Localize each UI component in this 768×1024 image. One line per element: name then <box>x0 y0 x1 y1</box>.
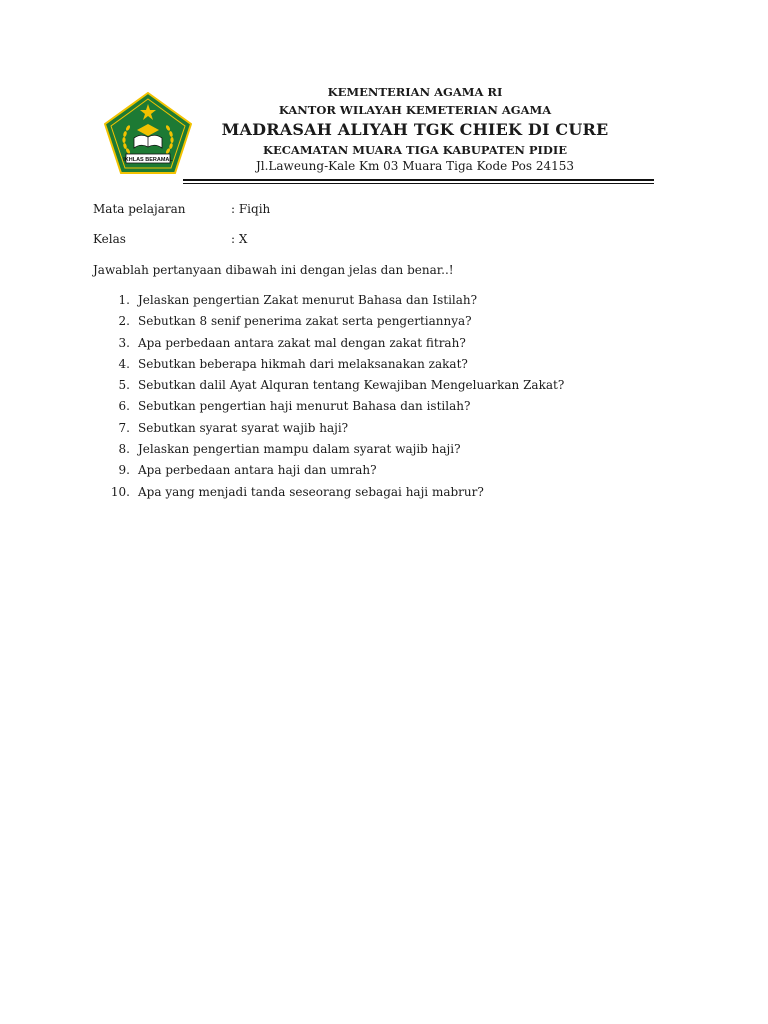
question-number: 2. <box>118 314 130 329</box>
question-text: Sebutkan dalil Ayat Alquran tentang Kewajiban Mengeluarkan Zakat? <box>138 378 565 393</box>
question-number: 9. <box>118 463 130 478</box>
question-number: 7. <box>118 420 130 435</box>
svg-text:IKHLAS BERAMAL: IKHLAS BERAMAL <box>123 157 173 163</box>
letterhead-divider <box>183 179 654 181</box>
question-text: Sebutkan beberapa hikmah dari melaksanakan zakat? <box>138 356 468 371</box>
class-value: : X <box>231 232 248 246</box>
school-address: Jl.Laweung-Kale Km 03 Muara Tiga Kode Pos 24153 <box>255 159 575 173</box>
question-number: 3. <box>118 335 130 350</box>
question-text: Sebutkan pengertian haji menurut Bahasa dan istilah? <box>138 399 471 414</box>
school-name: MADRASAH ALIYAH TGK CHIEK DI CURE <box>221 120 609 139</box>
question-number: 5. <box>118 378 130 393</box>
question-number: 1. <box>118 293 130 307</box>
subject-label: Mata pelajaran <box>93 202 186 216</box>
letterhead-divider-thin <box>183 183 654 184</box>
question-number: 4. <box>118 356 130 371</box>
district-name: KECAMATAN MUARA TIGA KABUPATEN PIDIE <box>262 143 567 157</box>
question-text: Jelaskan pengertian Zakat menurut Bahasa dan Istilah? <box>138 293 478 307</box>
question-text: Jelaskan pengertian mampu dalam syarat wajib haji? <box>138 442 461 457</box>
question-text: Sebutkan 8 senif penerima zakat serta pengertiannya? <box>138 314 472 329</box>
question-text: Apa perbedaan antara zakat mal dengan zakat fitrah? <box>138 335 466 350</box>
kemenag-logo-icon <box>104 92 192 174</box>
instruction-text: Jawablah pertanyaan dibawah ini dengan jelas dan benar..! <box>93 263 454 277</box>
question-text: Apa yang menjadi tanda seseorang sebagai haji mabrur? <box>138 484 484 499</box>
question-number: 10. <box>110 484 130 499</box>
question-text: Apa perbedaan antara haji dan umrah? <box>138 463 377 478</box>
class-label: Kelas <box>93 232 126 246</box>
ministry-name: KEMENTERIAN AGAMA RI <box>327 85 503 99</box>
question-number: 6. <box>118 399 130 414</box>
question-text: Sebutkan syarat syarat wajib haji? <box>138 420 349 435</box>
question-number: 8. <box>118 442 130 457</box>
subject-value: : Fiqih <box>231 202 271 216</box>
office-name: KANTOR WILAYAH KEMETERIAN AGAMA <box>278 103 552 117</box>
